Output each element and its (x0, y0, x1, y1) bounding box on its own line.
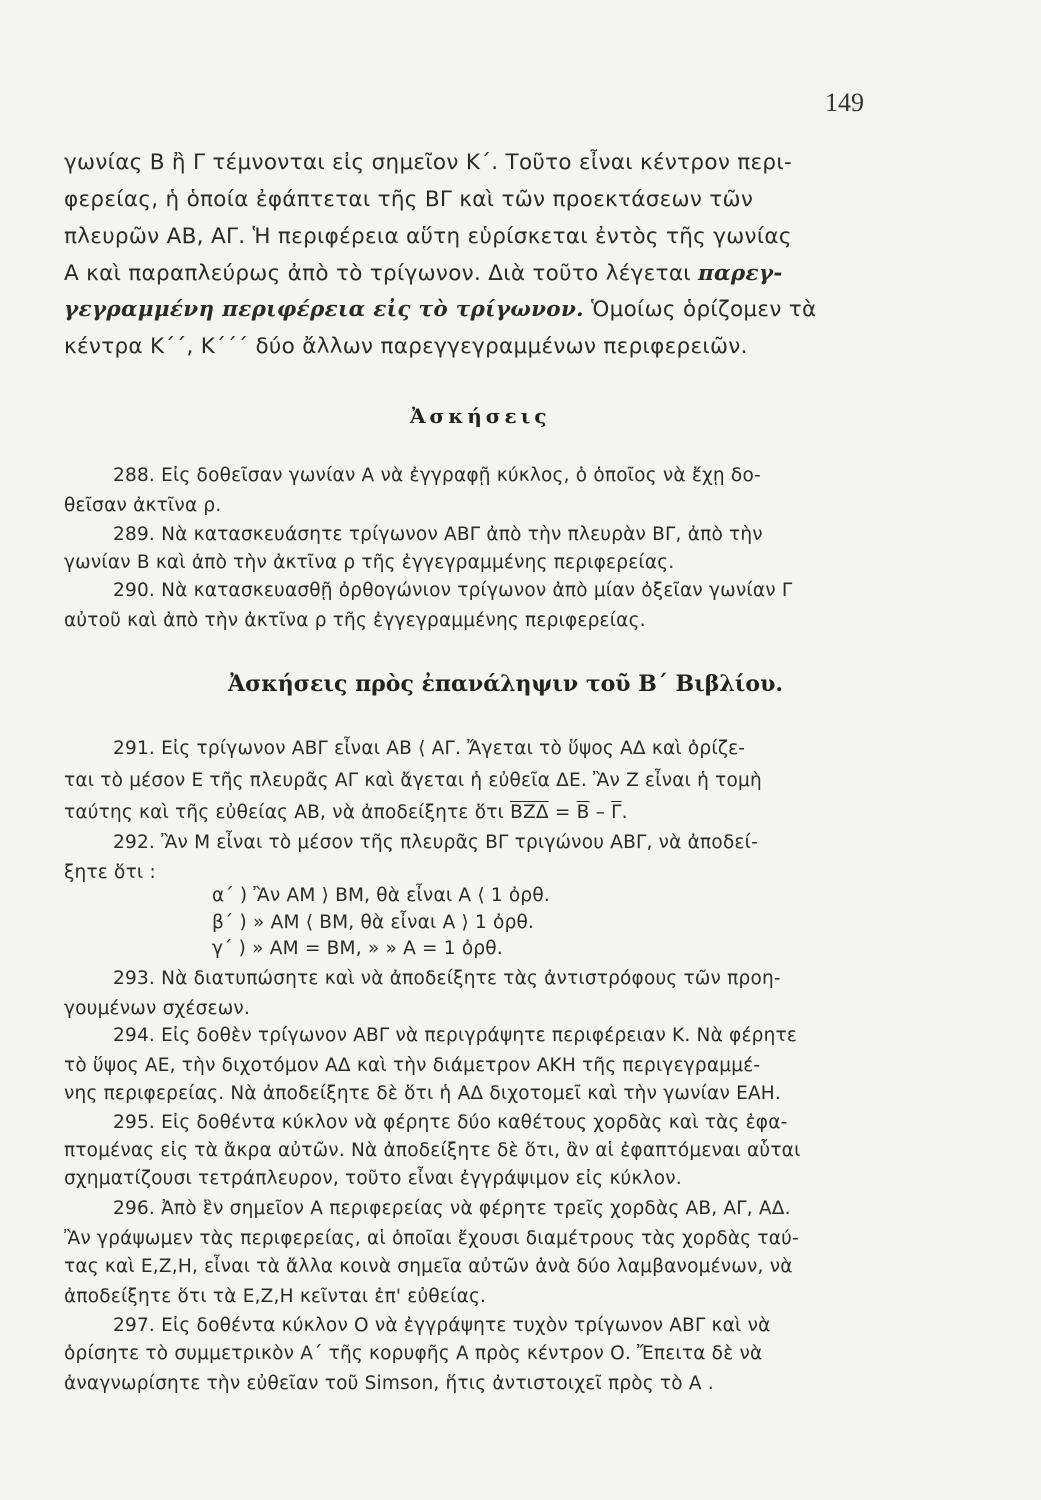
exercise-290-line-1: 290. Νὰ κατασκευασθῇ ὀρθογώνιον τρίγωνον ἀπὸ μίαν ὀξεῖαν γωνίαν Γ (113, 580, 793, 601)
exercise-292-line-2: ξητε ὅτι : (64, 862, 156, 883)
exercise-296-line-4: ἀποδείξητε ὅτι τὰ Ε,Ζ,Η κεῖνται ἐπ' εὐθείας. (64, 1286, 487, 1307)
exercise-294-line-2: τὸ ὕψος ΑΕ, τὴν διχοτόμον ΑΔ καὶ τὴν διάμετρον ΑΚΗ τῆς περιγεγραμμέ- (64, 1055, 761, 1076)
exercise-288-line-2: θεῖσαν ἀκτῖνα ρ. (64, 495, 222, 516)
minus-sign: – (589, 802, 612, 823)
intro-term-part-2: γεγραμμένη περιφέρεια εἰς τὸ τρίγωνον. (64, 297, 584, 322)
period: . (621, 802, 628, 823)
angle-bzd: $\overline{BZ\Delta}$ (510, 802, 549, 823)
page-number: 149 (825, 88, 864, 117)
exercise-297-line-3: ἀναγνωρίσητε τὴν εὐθεῖαν τοῦ Simson, ἥτις ἀντιστοιχεῖ πρὸς τὸ Α . (64, 1373, 714, 1394)
intro-line-2: φερείας, ἡ ὁποία ἐφάπτεται τῆς ΒΓ καὶ τῶν προεκτάσεων τῶν (64, 187, 754, 212)
exercise-296-line-1: 296. Ἀπὸ ἓν σημεῖον Α περιφερείας νὰ φέρητε τρεῖς χορδὰς ΑΒ, ΑΓ, ΑΔ. (113, 1198, 791, 1219)
exercise-290-line-2: αὐτοῦ καὶ ἀπὸ τὴν ἀκτῖνα ρ τῆς ἐγγεγραμμένης περιφερείας. (64, 610, 646, 631)
intro-line-4-text: Α καὶ παραπλεύρως ἀπὸ τὸ τρίγωνον. Διὰ τοῦτο λέγεται (64, 261, 699, 286)
equals-sign: = (548, 802, 577, 823)
angle-b: $\overline{B}$ (576, 802, 590, 823)
exercise-293-line-1: 293. Νὰ διατυπώσητε καὶ νὰ ἀποδείξητε τὰς ἀντιστρόφους τῶν προη- (113, 968, 781, 989)
exercises-heading: Ἀσκήσεις (410, 404, 551, 428)
exercise-288-line-1: 288. Εἰς δοθεῖσαν γωνίαν Α νὰ ἐγγραφῇ κύκλος, ὁ ὁποῖος νὰ ἔχῃ δο- (113, 465, 761, 486)
exercise-295-line-1: 295. Εἰς δοθέντα κύκλον νὰ φέρητε δύο καθέτους χορδὰς καὶ τὰς ἐφα- (113, 1112, 788, 1133)
exercise-291-line-2: ται τὸ μέσον Ε τῆς πλευρᾶς ΑΓ καὶ ἄγεται ἡ εὐθεῖα ΔΕ. Ἂν Ζ εἶναι ἡ τομὴ (64, 770, 762, 791)
exercise-295-line-2: πτομένας εἰς τὰ ἄκρα αὐτῶν. Νὰ ἀποδείξητε δὲ ὅτι, ἂν αἱ ἐφαπτόμεναι αὗται (64, 1140, 801, 1161)
exercise-289-line-1: 289. Νὰ κατασκευάσητε τρίγωνον ΑΒΓ ἀπὸ τὴν πλευρὰν ΒΓ, ἀπὸ τὴν (113, 524, 763, 545)
exercise-291-line-3 (64, 802, 628, 823)
exercise-291-line-3-text: ταύτης καὶ τῆς εὐθείας ΑΒ, νὰ ἀποδείξητε ὅτι (64, 802, 511, 823)
intro-term-part-1: παρεγ- (698, 261, 783, 286)
exercise-292-case-c: γ΄ ) » ΑΜ = ΒΜ, » » Α = 1 ὀρθ. (212, 938, 503, 959)
exercise-294-line-3: νης περιφερείας. Νὰ ἀποδείξητε δὲ ὅτι ἡ ΑΔ διχοτομεῖ καὶ τὴν γωνίαν ΕΑΗ. (64, 1083, 782, 1104)
intro-line-5 (64, 297, 816, 322)
exercise-296-line-3: τας καὶ Ε,Ζ,Η, εἶναι τὰ ἄλλα κοινὰ σημεῖα αὐτῶν ἀνὰ δύο λαμβανομένων, νὰ (64, 1256, 793, 1277)
exercise-297-line-2: ὁρίσητε τὸ συμμετρικὸν Α΄ τῆς κορυφῆς Α πρὸς κέντρον Ο. Ἔπειτα δὲ νὰ (64, 1343, 763, 1364)
exercise-289-line-2: γωνίαν Β καὶ ἀπὸ τὴν ἀκτῖνα ρ τῆς ἐγγεγραμμένης περιφερείας. (64, 552, 675, 573)
exercise-297-line-1: 297. Εἰς δοθέντα κύκλον Ο νὰ ἐγγράψητε τυχὸν τρίγωνον ΑΒΓ καὶ νὰ (113, 1315, 771, 1336)
intro-line-5-text: Ὁμοίως ὁρίζομεν τὰ (583, 297, 817, 322)
intro-line-6: κέντρα Κ΄΄, Κ΄΄΄ δύο ἄλλων παρεγγεγραμμένων περιφερειῶν. (64, 334, 748, 359)
intro-line-3: πλευρῶν ΑΒ, ΑΓ. Ἡ περιφέρεια αὕτη εὑρίσκεται ἐντὸς τῆς γωνίας (64, 224, 792, 249)
intro-line-1: γωνίας Β ἢ Γ τέμνονται εἰς σημεῖον Κ΄. Τοῦτο εἶναι κέντρον περι- (64, 150, 793, 175)
exercise-292-line-1: 292. Ἂν Μ εἶναι τὸ μέσον τῆς πλευρᾶς ΒΓ τριγώνου ΑΒΓ, νὰ ἀποδεί- (113, 832, 758, 853)
exercise-293-line-2: γουμένων σχέσεων. (64, 998, 251, 1019)
exercise-291-line-1: 291. Εἰς τρίγωνον ΑΒΓ εἶναι ΑΒ ⟨ ΑΓ. Ἄγεται τὸ ὕψος ΑΔ καὶ ὁρίζε- (113, 738, 746, 759)
exercise-292-case-a: α΄ ) Ἂν ΑΜ ⟩ ΒΜ, θὰ εἶναι Α ⟨ 1 ὀρθ. (212, 885, 550, 906)
exercise-295-line-3: σχηματίζουσι τετράπλευρον, τοῦτο εἶναι ἐγγράψιμον εἰς κύκλον. (64, 1168, 682, 1189)
review-exercises-heading: Ἀσκήσεις πρὸς ἐπανάληψιν τοῦ Β΄ Βιβλίου. (228, 671, 784, 697)
exercise-296-line-2: Ἂν γράψωμεν τὰς περιφερείας, αἱ ὁποῖαι ἔχουσι διαμέτρους τὰς χορδὰς ταύ- (64, 1228, 799, 1249)
exercise-294-line-1: 294. Εἰς δοθὲν τρίγωνον ΑΒΓ νὰ περιγράψητε περιφέρειαν Κ. Νὰ φέρητε (113, 1025, 798, 1046)
intro-line-4 (64, 261, 783, 286)
angle-g: $\overline{\Gamma}$ (611, 802, 622, 823)
exercise-292-case-b: β΄ ) » ΑΜ ⟨ ΒΜ, θὰ εἶναι Α ⟩ 1 ὀρθ. (212, 912, 535, 933)
